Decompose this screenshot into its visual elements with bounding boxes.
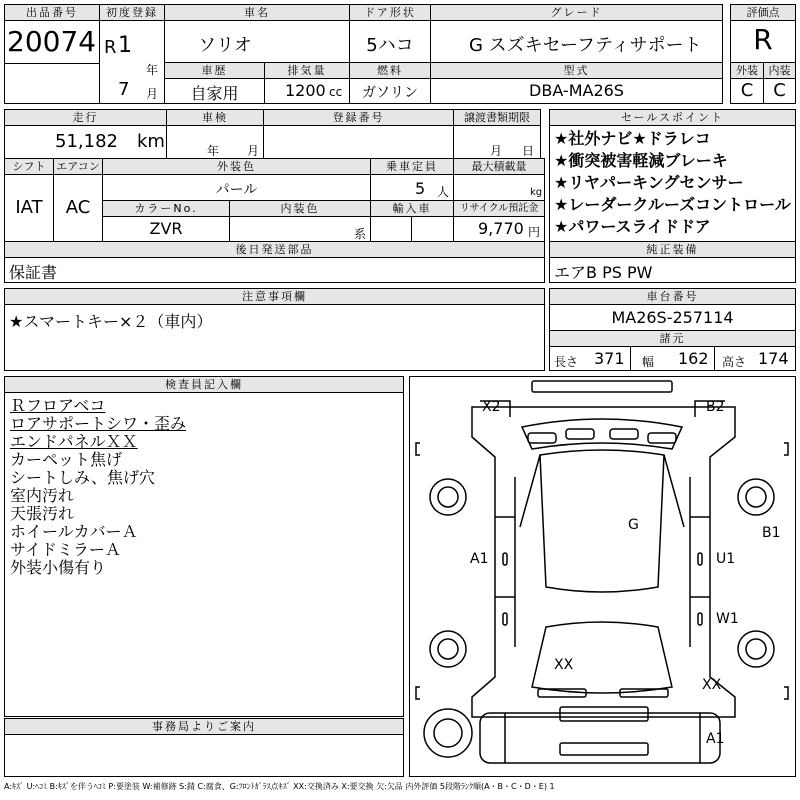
inspector-line: 外装小傷有り (10, 558, 107, 577)
dim-divider (714, 346, 715, 371)
score-label: 評価点 (730, 4, 796, 21)
capacity-unit: 人 (437, 185, 450, 199)
sales-points-box (549, 125, 796, 242)
reg-number-label: 登録番号 (263, 109, 454, 126)
color-no-box (102, 216, 230, 242)
aircon: AC (65, 197, 91, 218)
first-registration-month-unit: 月 (146, 87, 159, 101)
import-box (370, 216, 454, 242)
notes: ★スマートキー×２（車内） (9, 312, 213, 331)
mark-xx-center: XX (554, 657, 574, 673)
exterior-box (730, 78, 764, 104)
model-label: 型式 (430, 62, 723, 79)
inspection-month-unit: 月 (247, 144, 260, 158)
interior-grade: C (773, 80, 786, 101)
first-registration-era: R (104, 37, 117, 58)
inspector-line: ホイールカバーＡ (10, 522, 138, 541)
reg-number-box (263, 125, 454, 159)
max-load-label: 最大積載量 (453, 158, 545, 175)
chassis-number: MA26S-257114 (611, 308, 734, 327)
inspection-year-unit: 年 (207, 144, 220, 158)
car-name: ソリオ (198, 35, 252, 56)
car-name-box (164, 20, 350, 63)
color-no-label: カラーNo. (102, 200, 230, 217)
mark-g: G (628, 517, 639, 533)
displacement: 1200 (285, 81, 326, 100)
sales-point-item: ★パワースライドドア (554, 217, 711, 236)
lot-number-box (4, 20, 100, 64)
shift: IAT (15, 197, 43, 218)
grade: G スズキセーフティサポート (469, 35, 702, 56)
transfer-month-unit: 月 (490, 144, 503, 158)
first-registration-year: 1 (118, 33, 132, 58)
recycle-unit: 円 (528, 225, 541, 239)
shift-label: シフト (4, 158, 54, 175)
inspector-label: 検査員記入欄 (4, 376, 404, 393)
width-label: 幅 (642, 355, 655, 369)
equipment: エアB PS PW (554, 263, 653, 282)
dim-divider (630, 346, 631, 371)
door-label: ドア形状 (349, 4, 431, 21)
legend: A:ｷｽﾞ U:ﾍｺﾐ B:ｷｽﾞを伴うﾍｺﾐ P:要塗装 W:補修跡 S:錆 C:腐食、G:ﾌﾛﾝﾄｶﾞﾗｽ点ｷｽﾞ XX:交換済み X:要交換 欠:欠品 内外評価 5段階ﾗﾝｸ順(A・B・C・D・E) 1 (4, 782, 555, 791)
mileage-box (4, 125, 167, 159)
interior-label: 内装 (763, 62, 796, 79)
lot-number-lower-box (4, 63, 100, 104)
sales-point-item: ★社外ナビ★ドラレコ (554, 129, 711, 148)
lot-number-label: 出品番号 (4, 4, 100, 21)
height: 174 (758, 349, 789, 368)
score-box (730, 20, 796, 63)
first-registration-label: 初度登録 (99, 4, 165, 21)
ext-color: パール (215, 182, 258, 198)
recycle: 9,770 (478, 219, 524, 238)
mark-u1: U1 (716, 551, 736, 567)
car-diagram (409, 376, 796, 777)
max-load-unit: kg (530, 187, 543, 198)
equipment-label: 純正装備 (549, 241, 796, 258)
recycle-box (453, 216, 545, 242)
transfer-box (453, 125, 541, 159)
mark-a1-bottom: A1 (706, 731, 725, 747)
dimensions-box (549, 346, 796, 371)
later-parts-box (4, 257, 545, 283)
mark-x2: X2 (482, 399, 501, 415)
inspector-line: ロアサポートシワ・歪み (10, 414, 187, 433)
sales-point-item: ★衝突被害軽減ブレーキ (554, 151, 728, 170)
mark-w1: W1 (716, 611, 739, 627)
recycle-label: リサイクル預託金 (453, 200, 545, 217)
notes-label: 注意事項欄 (4, 288, 545, 305)
interior-box (763, 78, 796, 104)
equipment-box (549, 257, 796, 283)
ext-color-label: 外装色 (102, 158, 371, 175)
sales-points-label: セールスポイント (549, 109, 796, 126)
transfer-day-unit: 日 (522, 144, 535, 158)
transfer-label: 譲渡書類期限 (453, 109, 541, 126)
inspector-line: Ｒフロアベコ (10, 396, 106, 415)
inspector-line: 天張汚れ (10, 504, 75, 523)
displacement-unit: cc (329, 85, 343, 99)
first-registration-year-unit: 年 (146, 63, 159, 77)
sales-point-item: ★リヤパーキングセンサー (554, 173, 744, 192)
dimensions-label: 諸元 (549, 330, 796, 347)
int-color-label: 内装色 (229, 200, 371, 217)
width: 162 (678, 349, 709, 368)
aircon-label: エアコン (53, 158, 103, 175)
import-label: 輸入車 (370, 200, 454, 217)
later-parts: 保証書 (9, 263, 58, 282)
score: R (753, 23, 773, 56)
aircon-box (53, 174, 103, 242)
fuel: ガソリン (362, 85, 418, 101)
ext-color-box (102, 174, 371, 201)
inspector-line: サイドミラーＡ (10, 540, 121, 559)
int-color-box (229, 216, 371, 242)
inspection-label: 車検 (166, 109, 264, 126)
door-type: 5ハコ (366, 35, 414, 56)
displacement-box (264, 78, 350, 104)
lot-number: 20074 (7, 25, 97, 58)
car-name-label: 車名 (164, 4, 350, 21)
mark-xx-right: XX (702, 677, 722, 693)
mileage-label: 走行 (4, 109, 167, 126)
color-no: ZVR (149, 219, 183, 238)
capacity-label: 乗車定員 (370, 158, 454, 175)
length-label: 長さ (554, 355, 579, 369)
grade-label: グレード (430, 4, 723, 21)
displacement-label: 排気量 (264, 62, 350, 79)
first-registration-month: 7 (118, 79, 130, 100)
history-box (164, 78, 265, 104)
model: DBA-MA26S (529, 81, 624, 100)
mark-b2: B2 (706, 399, 725, 415)
chassis-label: 車台番号 (549, 288, 796, 305)
inspector-line: エンドパネルＸＸ (10, 432, 138, 451)
fuel-label: 燃料 (349, 62, 431, 79)
sales-point-item: ★レーダークルーズコントロール (554, 195, 791, 214)
height-label: 高さ (722, 355, 747, 369)
length: 371 (594, 349, 625, 368)
mark-b1: B1 (762, 525, 781, 541)
history: 自家用 (190, 84, 239, 103)
mileage: 51,182 (55, 131, 118, 152)
import-check-box (411, 216, 454, 242)
office-label: 事務局よりご案内 (4, 718, 404, 735)
later-parts-label: 後日発送部品 (4, 241, 545, 258)
inspection-box (166, 125, 264, 159)
history-label: 車歴 (164, 62, 265, 79)
first-registration-box (99, 20, 165, 104)
capacity-box (370, 174, 454, 201)
grade-box (430, 20, 723, 63)
shift-box (4, 174, 54, 242)
office-box (4, 734, 404, 777)
notes-box (4, 304, 545, 371)
mark-a1-left: A1 (470, 551, 489, 567)
door-box (349, 20, 431, 63)
max-load-box (453, 174, 545, 201)
inspector-box (4, 392, 404, 717)
mileage-unit: km (137, 131, 165, 152)
exterior-label: 外装 (730, 62, 764, 79)
chassis-box (549, 304, 796, 331)
capacity: 5 (415, 179, 426, 198)
inspector-line: シートしみ、焦げ穴 (10, 468, 155, 487)
exterior-grade: C (740, 80, 754, 101)
inspector-line: 室内汚れ (10, 486, 75, 505)
int-color-unit: 系 (354, 227, 367, 241)
model-box (430, 78, 723, 104)
inspector-line: カーペット焦げ (10, 450, 123, 469)
fuel-box (349, 78, 431, 104)
